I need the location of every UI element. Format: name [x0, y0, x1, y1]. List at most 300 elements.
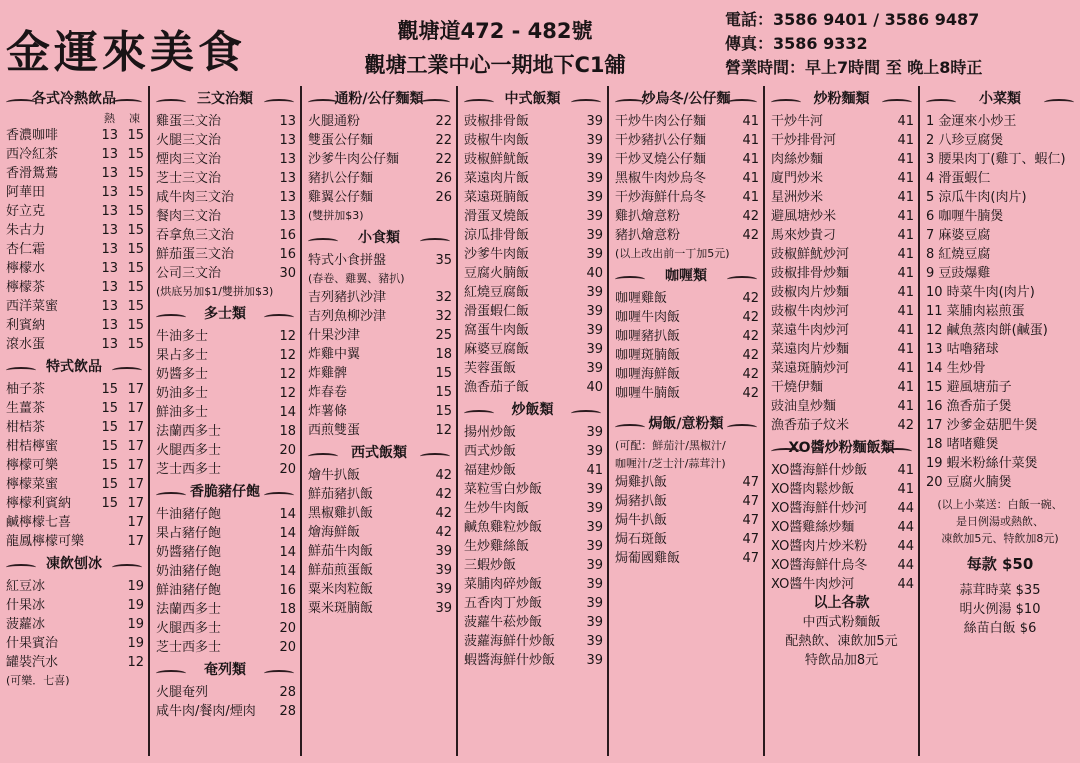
item-name: 咖喱牛肉飯 — [615, 310, 681, 325]
item-name: 果占多士 — [156, 348, 209, 363]
item-price: 42 — [435, 487, 452, 502]
item-name: 咖喱豬扒飯 — [615, 329, 681, 344]
dish-item: 5 涼瓜牛肉(肉片) — [926, 190, 1027, 205]
menu-item — [458, 359, 607, 378]
menu-item — [609, 384, 763, 403]
item-price-cold: 15 — [127, 223, 144, 238]
menu-item — [0, 399, 148, 418]
menu-header — [0, 0, 1080, 86]
item-price: 39 — [586, 482, 603, 497]
item-name: 咸牛肉/餐肉/煙肉 — [156, 704, 256, 719]
dish-item: 8 紅燒豆腐 — [926, 247, 991, 262]
item-price: 44 — [897, 577, 914, 592]
item-price: 39 — [586, 114, 603, 129]
item-name: 豆腐火腩飯 — [464, 266, 530, 281]
item-price: 41 — [742, 133, 759, 148]
item-name: 豉椒鮮魷炒河 — [771, 247, 850, 262]
item-name: 干燒伊麵 — [771, 380, 824, 395]
item-name: 菜粒雪白炒飯 — [464, 482, 543, 497]
menu-item — [150, 505, 300, 524]
item-name: 星洲炒米 — [771, 190, 824, 205]
section-title: 焗飯/意粉類 — [609, 413, 763, 435]
menu-item — [150, 460, 300, 479]
menu-item — [458, 321, 607, 340]
section-title: 咖喱類 — [609, 265, 763, 287]
item-name: 菜脯肉碎炒飯 — [464, 577, 543, 592]
item-price: 12 — [279, 386, 296, 401]
item-name: 福建炒飯 — [464, 463, 517, 478]
section-title: 炒飯類 — [458, 399, 607, 421]
menu-item — [150, 441, 300, 460]
item-name: 豬扒燴意粉 — [615, 228, 681, 243]
item-name: 揚州炒飯 — [464, 425, 517, 440]
item-price: 39 — [586, 615, 603, 630]
item-price: 39 — [586, 209, 603, 224]
item-price-cold: 15 — [127, 318, 144, 333]
item-price-cold: 17 — [127, 496, 144, 511]
item-price-hot — [92, 513, 118, 532]
item-price: 42 — [742, 310, 759, 325]
dish-item: 19 蝦米粉絲什菜煲 — [926, 456, 1038, 471]
item-name: XO醬牛肉炒河 — [771, 577, 855, 592]
menu-item — [150, 581, 300, 600]
menu-item — [302, 504, 456, 523]
menu-item — [765, 461, 918, 480]
item-name: 漁香茄子飯 — [464, 380, 530, 395]
item-price: 22 — [435, 152, 452, 167]
item-name: 西煎雙蛋 — [308, 423, 361, 438]
item-name: 黑椒牛肉炒烏冬 — [615, 171, 707, 186]
item-name: 雞蛋三文治 — [156, 114, 222, 129]
menu-item — [150, 365, 300, 384]
menu-item — [302, 402, 456, 421]
item-name: 西式炒飯 — [464, 444, 517, 459]
menu-item — [150, 112, 300, 131]
dish-item: 13 咕嚕豬球 — [926, 342, 999, 357]
item-name: 檸檬可樂 — [6, 458, 59, 473]
item-price-hot: 15 — [101, 401, 118, 416]
menu-item — [302, 307, 456, 326]
item-price: 22 — [435, 133, 452, 148]
item-price-hot: 13 — [101, 204, 118, 219]
menu-note: (以上小菜送：白飯一碗、 — [937, 498, 1063, 511]
item-price-cold: 15 — [127, 128, 144, 143]
item-price: 44 — [897, 520, 914, 535]
extra-item — [920, 581, 1080, 600]
menu-item — [302, 131, 456, 150]
item-name: 生炒牛肉飯 — [464, 501, 530, 516]
item-price: 47 — [742, 532, 759, 547]
item-price: 41 — [897, 399, 914, 414]
menu-item — [765, 283, 918, 302]
item-price: 39 — [586, 342, 603, 357]
item-price: 42 — [742, 291, 759, 306]
menu-item — [458, 480, 607, 499]
item-name: 香滑鴛鴦 — [6, 166, 59, 181]
item-price: 40 — [586, 380, 603, 395]
item-name: 滾水蛋 — [6, 337, 46, 352]
dish-item: 4 滑蛋蝦仁 — [926, 171, 991, 186]
menu-item — [765, 397, 918, 416]
item-name: 生炒雞絲飯 — [464, 539, 530, 554]
item-price: 41 — [897, 133, 914, 148]
section-title: 多士類 — [150, 303, 300, 325]
item-price: 41 — [742, 190, 759, 205]
dish-item: 15 避風塘茄子 — [926, 380, 1012, 395]
item-price: 39 — [435, 563, 452, 578]
item-name: 龍鳳檸檬可樂 — [6, 534, 85, 549]
item-name: 粟米斑腩飯 — [308, 601, 374, 616]
menu-item — [0, 532, 148, 551]
item-name: 窩蛋牛肉飯 — [464, 323, 530, 338]
item-name: 火腿通粉 — [308, 114, 361, 129]
item-name: 豉椒鮮魷飯 — [464, 152, 530, 167]
item-price: 19 — [127, 579, 144, 594]
item-price-hot: 13 — [101, 147, 118, 162]
item-price: 41 — [897, 463, 914, 478]
item-price: 41 — [897, 285, 914, 300]
item-name: XO醬海鮮什烏冬 — [771, 558, 868, 573]
item-price: 41 — [897, 152, 914, 167]
item-price: 42 — [742, 209, 759, 224]
menu-item — [458, 245, 607, 264]
menu-item — [765, 321, 918, 340]
menu-note: (春卷、雞翼、豬扒) — [308, 272, 405, 285]
dish-item: 2 八珍豆腐煲 — [926, 133, 1004, 148]
menu-item — [765, 537, 918, 556]
item-price: 12 — [435, 423, 452, 438]
menu-item — [302, 288, 456, 307]
item-name: 柚子茶 — [6, 382, 46, 397]
item-price: 25 — [435, 328, 452, 343]
item-price-cold: 17 — [127, 458, 144, 473]
item-name: 涼瓜排骨飯 — [464, 228, 530, 243]
menu-item — [302, 542, 456, 561]
dish-item: 17 沙爹金菇肥牛煲 — [926, 418, 1038, 433]
item-name: 豉椒排骨炒麵 — [771, 266, 850, 281]
item-name: 絲苗白飯 — [963, 621, 1016, 636]
item-price: 14 — [279, 405, 296, 420]
item-name: XO醬海鮮什炒河 — [771, 501, 868, 516]
item-name: 馬來炒貴刁 — [771, 228, 837, 243]
item-price: 35 — [435, 253, 452, 268]
menu-item — [765, 340, 918, 359]
item-name: 杏仁霜 — [6, 242, 46, 257]
menu-note: (可樂．七喜) — [6, 674, 70, 687]
menu-item — [765, 575, 918, 594]
item-price-cold: 15 — [127, 261, 144, 276]
item-price: 41 — [897, 228, 914, 243]
item-price: 42 — [742, 348, 759, 363]
item-price-cold: 15 — [127, 280, 144, 295]
item-name: 滑蛋叉燒飯 — [464, 209, 530, 224]
dish-item: 9 豆豉爆雞 — [926, 266, 991, 281]
item-price-hot: 15 — [101, 458, 118, 473]
item-name: 什果賓治 — [6, 636, 59, 651]
contact-block — [725, 8, 982, 80]
item-price: 26 — [435, 190, 452, 205]
item-price-cold: 17 — [127, 382, 144, 397]
item-price: 39 — [435, 601, 452, 616]
menu-item — [150, 245, 300, 264]
menu-item — [0, 145, 148, 164]
menu-item — [0, 240, 148, 259]
item-name: 火腿西多士 — [156, 621, 222, 636]
dish-item: 14 生炒骨 — [926, 361, 986, 376]
menu-item — [609, 131, 763, 150]
item-name: XO醬雞絲炒麵 — [771, 520, 855, 535]
item-price-hot: 13 — [101, 318, 118, 333]
menu-item — [458, 575, 607, 594]
item-name: 咖喱牛腩飯 — [615, 386, 681, 401]
menu-item — [0, 513, 148, 532]
item-price: 39 — [586, 520, 603, 535]
item-price: 39 — [435, 544, 452, 559]
item-name: 阿華田 — [6, 185, 46, 200]
item-price: 15 — [435, 366, 452, 381]
menu-note: 凍飲加5元、特飲加8元) — [941, 532, 1059, 545]
menu-item — [609, 188, 763, 207]
item-price: 20 — [279, 443, 296, 458]
item-price: 13 — [279, 171, 296, 186]
item-price: 15 — [435, 404, 452, 419]
menu-item — [458, 302, 607, 321]
menu-item — [765, 112, 918, 131]
menu-item — [458, 461, 607, 480]
menu-item — [0, 164, 148, 183]
menu-item — [0, 577, 148, 596]
menu-item — [0, 634, 148, 653]
item-name: 鮮茄牛肉飯 — [308, 544, 374, 559]
menu-item — [150, 264, 300, 283]
menu-item — [765, 188, 918, 207]
item-name: 雙蛋公仔麵 — [308, 133, 374, 148]
item-name: 芝士三文治 — [156, 171, 222, 186]
menu-item — [609, 365, 763, 384]
dish-item: 11 菜脯肉崧煎蛋 — [926, 304, 1025, 319]
item-name: 牛油多士 — [156, 329, 209, 344]
item-price: $6 — [1019, 621, 1037, 636]
item-price: 42 — [435, 506, 452, 521]
item-name: 利賓納 — [6, 318, 46, 333]
item-price: 26 — [435, 171, 452, 186]
menu-item — [150, 683, 300, 702]
menu-item — [150, 150, 300, 169]
item-price: 16 — [279, 228, 296, 243]
item-price: 44 — [897, 501, 914, 516]
each-price: 每款 $50 — [966, 555, 1034, 573]
menu-item — [302, 326, 456, 345]
item-name: 吉列豬扒沙津 — [308, 290, 387, 305]
item-price-hot: 13 — [101, 223, 118, 238]
item-name: 奶油豬仔飽 — [156, 564, 222, 579]
item-price: 32 — [435, 290, 452, 305]
item-price-hot: 15 — [101, 477, 118, 492]
item-name: 柑桔茶 — [6, 420, 46, 435]
item-name: 咖喱海鮮飯 — [615, 367, 681, 382]
item-name: 鮮油多士 — [156, 405, 209, 420]
item-name: 檸檬水 — [6, 261, 46, 276]
menu-item — [150, 600, 300, 619]
item-price: 39 — [586, 152, 603, 167]
menu-item — [0, 494, 148, 513]
item-price: 28 — [279, 685, 296, 700]
item-name: 菜遠牛肉炒河 — [771, 323, 850, 338]
item-name: 炸薯條 — [308, 404, 348, 419]
menu-item — [0, 335, 148, 354]
item-price-cold: 17 — [127, 420, 144, 435]
item-price-hot: 13 — [101, 242, 118, 257]
item-price: 39 — [586, 577, 603, 592]
menu-item — [0, 297, 148, 316]
menu-item — [0, 126, 148, 145]
item-price: 28 — [279, 704, 296, 719]
item-price: 30 — [279, 266, 296, 281]
menu-item — [302, 383, 456, 402]
item-price: 20 — [279, 640, 296, 655]
item-price: 39 — [586, 425, 603, 440]
item-price: 39 — [586, 501, 603, 516]
item-price: 40 — [586, 266, 603, 281]
section-title: 西式飯類 — [302, 442, 456, 464]
item-price: 22 — [435, 114, 452, 129]
item-price-cold: 17 — [127, 515, 144, 530]
item-price: 12 — [279, 367, 296, 382]
address-line-2: 觀塘工業中心一期地下C1舖 — [364, 53, 626, 77]
item-name: 干炒叉燒公仔麵 — [615, 152, 707, 167]
item-name: XO醬肉鬆炒飯 — [771, 482, 855, 497]
item-name: 火腿西多士 — [156, 443, 222, 458]
item-name: 明火例湯 — [959, 602, 1012, 617]
menu-item — [150, 207, 300, 226]
item-name: 焗豬扒飯 — [615, 494, 668, 509]
item-name: 芝士西多士 — [156, 462, 222, 477]
item-price: 41 — [897, 190, 914, 205]
item-price: 44 — [897, 539, 914, 554]
menu-item — [302, 188, 456, 207]
menu-item — [458, 283, 607, 302]
item-price: 18 — [279, 602, 296, 617]
item-price: 39 — [586, 285, 603, 300]
item-price: 39 — [586, 247, 603, 262]
item-name: 鮮茄煎蛋飯 — [308, 563, 374, 578]
item-price: 14 — [279, 564, 296, 579]
item-name: 廈門炒米 — [771, 171, 824, 186]
item-name: 餐肉三文治 — [156, 209, 222, 224]
dish-item: 20 豆腐火腩煲 — [926, 475, 1012, 490]
item-name: 什果沙津 — [308, 328, 361, 343]
column-sandwich — [150, 86, 300, 758]
item-name: 菠蘿牛菘炒飯 — [464, 615, 543, 630]
item-price: 39 — [586, 228, 603, 243]
item-name: 奶油多士 — [156, 386, 209, 401]
item-name: 干炒豬扒公仔麵 — [615, 133, 707, 148]
item-price: 47 — [742, 494, 759, 509]
item-name: 法蘭西多士 — [156, 602, 222, 617]
item-name: 咖喱斑腩飯 — [615, 348, 681, 363]
menu-item — [150, 619, 300, 638]
section-title: 三文治類 — [150, 88, 300, 110]
menu-item — [0, 202, 148, 221]
item-price-hot: 13 — [101, 185, 118, 200]
item-price-cold: 17 — [127, 477, 144, 492]
menu-item — [458, 594, 607, 613]
extra-item — [920, 600, 1080, 619]
item-name: 焗葡國雞飯 — [615, 551, 681, 566]
item-name: 沙爹牛肉飯 — [464, 247, 530, 262]
dish-item: 3 腰果肉丁(雞丁、蝦仁) — [926, 152, 1066, 167]
item-name: 奶醬多士 — [156, 367, 209, 382]
item-price: 39 — [586, 444, 603, 459]
menu-item — [302, 599, 456, 618]
item-price-cold: 15 — [127, 242, 144, 257]
item-name: 煙肉三文治 — [156, 152, 222, 167]
menu-item — [302, 561, 456, 580]
item-name: 香濃咖啡 — [6, 128, 59, 143]
menu-item — [150, 524, 300, 543]
menu-item — [458, 207, 607, 226]
item-name: 豬扒公仔麵 — [308, 171, 374, 186]
item-name: 紅豆冰 — [6, 579, 46, 594]
item-price: 41 — [897, 482, 914, 497]
column-snacks — [302, 86, 456, 758]
menu-item — [0, 183, 148, 202]
menu-item — [302, 523, 456, 542]
item-price: 13 — [279, 114, 296, 129]
item-name: 咸牛肉三文治 — [156, 190, 235, 205]
item-price: 47 — [742, 551, 759, 566]
fax-text: 傳真：3586 9332 — [725, 34, 868, 53]
item-name: 滑蛋蝦仁飯 — [464, 304, 530, 319]
menu-item — [302, 421, 456, 440]
item-price: 14 — [279, 526, 296, 541]
item-price: 16 — [279, 247, 296, 262]
menu-item — [765, 131, 918, 150]
item-name: 朱古力 — [6, 223, 46, 238]
item-price-cold: 15 — [127, 337, 144, 352]
section-title: 中式飯類 — [458, 88, 607, 110]
dish-item: 1 金運來小炒王 — [926, 114, 1017, 129]
menu-item — [609, 473, 763, 492]
item-name: 干炒排骨河 — [771, 133, 837, 148]
item-name: 鹹魚雞粒炒飯 — [464, 520, 543, 535]
item-name: 菠蘿海鮮什炒飯 — [464, 634, 556, 649]
item-name: 焗石斑飯 — [615, 532, 668, 547]
item-name: 焗雞扒飯 — [615, 475, 668, 490]
item-price: 12 — [279, 348, 296, 363]
menu-item — [0, 380, 148, 399]
item-price: 41 — [586, 463, 603, 478]
item-price: 42 — [742, 228, 759, 243]
menu-item — [609, 549, 763, 568]
combo-note: 中西式粉麵飯 — [802, 615, 881, 630]
item-price: 41 — [897, 209, 914, 224]
item-name: 豉椒牛肉炒河 — [771, 304, 850, 319]
menu-item — [458, 632, 607, 651]
item-name: 麻婆豆腐飯 — [464, 342, 530, 357]
item-name: 鮮茄蛋三文治 — [156, 247, 235, 262]
item-name: 菜遠肉片炒麵 — [771, 342, 850, 357]
column-drinks — [0, 86, 148, 758]
item-price: 42 — [742, 386, 759, 401]
dish-item: 7 麻婆豆腐 — [926, 228, 991, 243]
menu-item — [150, 131, 300, 150]
menu-item — [302, 251, 456, 270]
item-price: 19 — [127, 617, 144, 632]
section-title: 小食類 — [302, 227, 456, 249]
menu-item — [765, 226, 918, 245]
item-price: 42 — [435, 468, 452, 483]
